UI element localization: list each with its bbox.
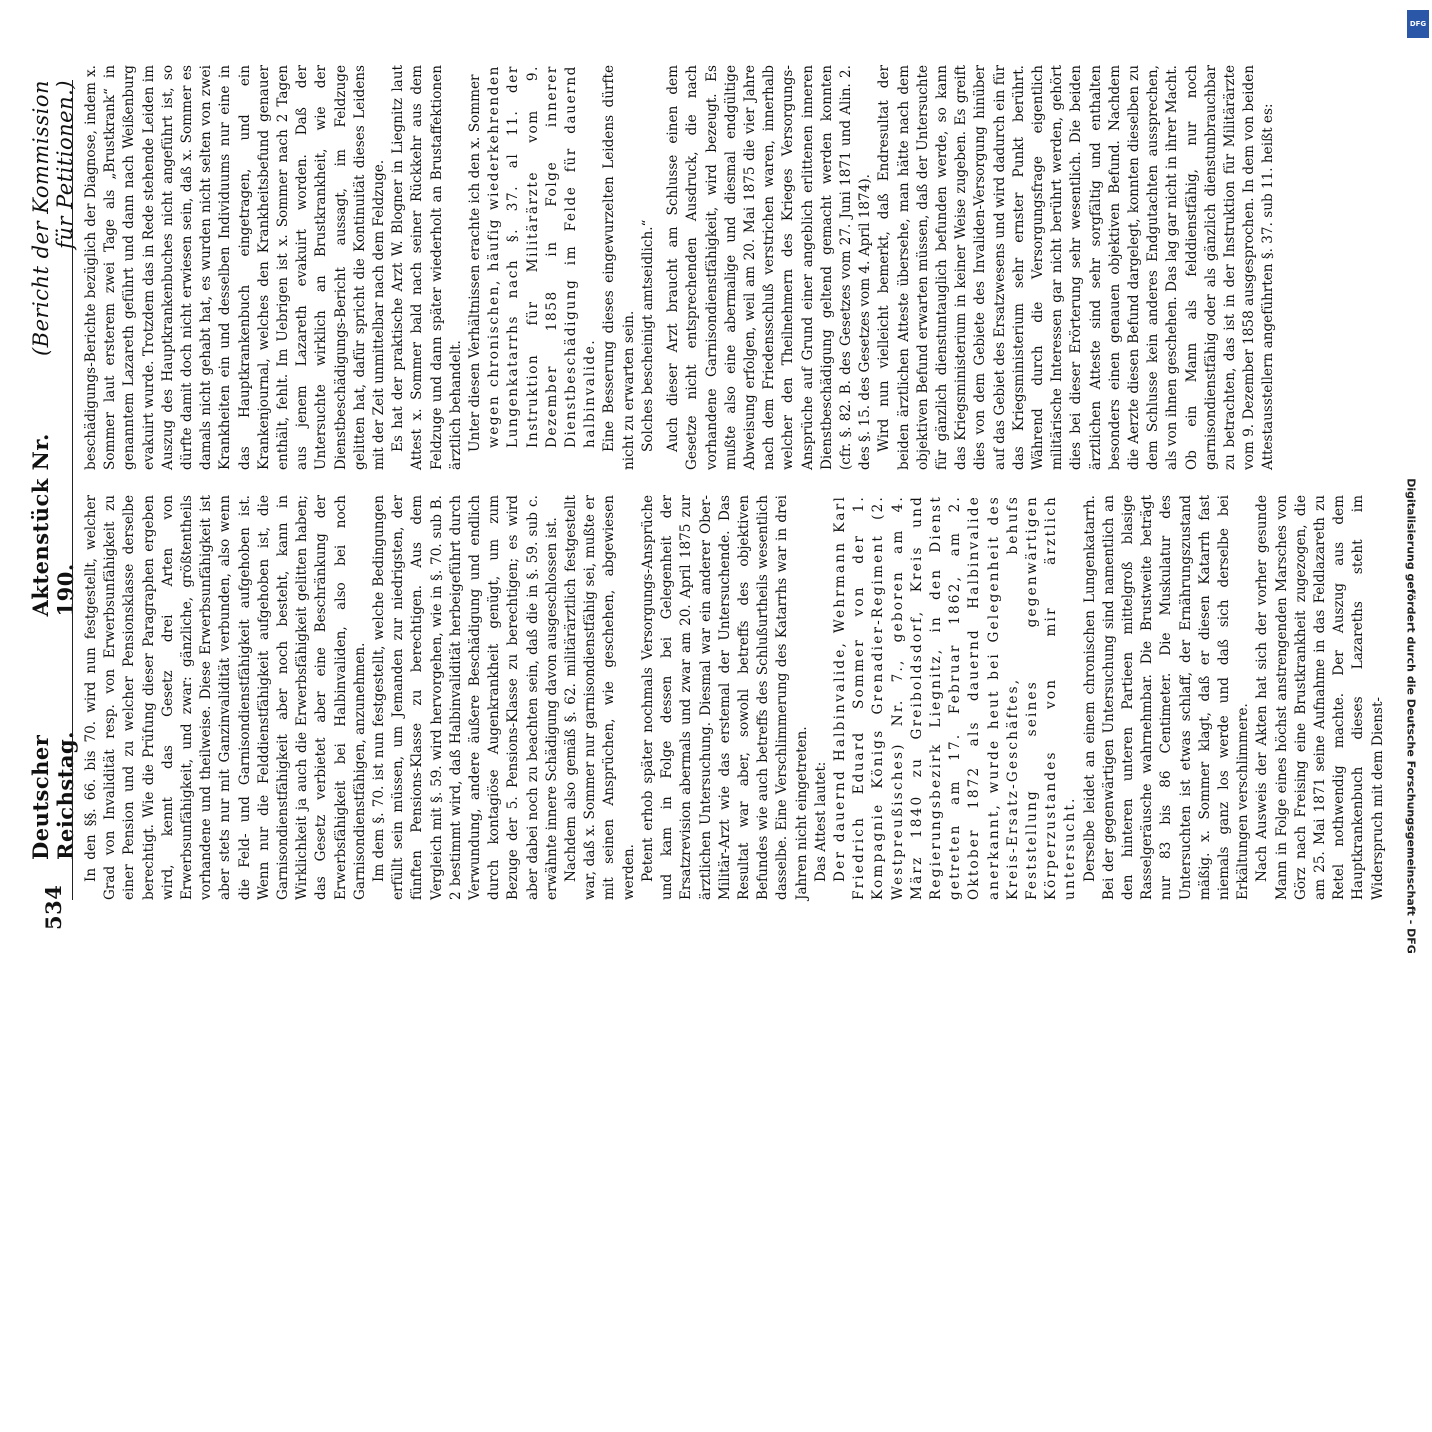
paragraph: Petent erhob später nochmals Versorgungs-Ansprüche und kam in Folge dessen bei Gelegenheit der Ersatzrevision abermals und zwar am 20. April 1875 zur ärztlichen Untersuchung. Diesmal war ein anderer Ober-Militär-Arzt wie das erstemal der Untersuchende. Das Resultat war aber, sowohl betreffs des objektiven Befundes wie auch betreffs des Schlußurtheils wesentlich dasselbe. Eine Verschlimmerung des Katarrhs war in drei Jahren nicht eingetreten. bbox=[639, 495, 810, 900]
paragraph: Es hat der praktische Arzt W. Blogner in Liegnitz laut Attest x. Sommer bald nach seiner Rückkehr aus dem Feldzuge und dann später wiederholt an Brustaffektionen ärztlich behandelt. bbox=[390, 65, 464, 470]
paragraph: wegen chronischen, häufig wiederkehrenden Lungenkatarrhs nach §. 37. al 11. der Instruktion für Militärärzte vom 9. Dezember 1858 in Folge innerer Dienstbeschädigung im Felde für dauernd halbinvalide. bbox=[486, 65, 599, 448]
paragraph: In den §§. 66. bis 70. wird nun festgestellt, welcher Grad von Invalidität resp. von Erwerbsunfähigkeit zu einer Pension und zu welcher Pensionsklasse derselbe berechtigt. Wie die Prüfung dieser Paragraphen ergeben wird, kennt das Gesetz drei Arten von Erwerbsunfähigkeit, und zwar: gänzliche, größtentheils vorhandene und theilweise. Diese Erwerbsunfähigkeit ist aber stets nur mit Ganzinvalidität verbunden, also wenn die Feld- und Garnisondienstfähigkeit aufgehoben ist. Wenn nur die Felddienstfähigkeit aufgehoben ist, die Garnisondienstfähigkeit aber noch besteht, kann in Wirklichkeit ja auch die Erwerbsfähigkeit gelitten haben; das Gesetz verbietet aber eine Beschränkung der Erwerbsfähigkeit bei Halbinvaliden, also bei noch Garnisondienstfähigen, anzunehmen. bbox=[83, 495, 368, 900]
paragraph: beschädigungs-Berichte bezüglich der Diagnose, indem x. Sommer laut ersterem zwei Tage als „Brustkrank“ in genanntem Lazareth geführt und dann nach Weißenburg evakuirt wurde. Trotzdem das in Rede stehende Leiden im Auszug des Hauptkrankenbuches nicht angeführt ist, so dürfte damit doch nicht erwiesen sein, daß x. Sommer es damals nicht gehabt hat, es wurden nicht selten von zwei Krankheiten ein und desselben Individuums nur eine in das Hauptkrankenbuch eingetragen, und ein Krankenjournal, welches den Krankheitsbefund genauer enthält, fehlt. Im Uebrigen ist x. Sommer nach 2 Tagen aus jenem Lazareth evakuirt worden. Daß der Untersuchte wirklich an Brustkrankheit, wie der Dienstbeschädigungs-Bericht aussagt, im Feldzuge gelitten hat, dafür spricht die Kontinuität dieses Leidens mit der Zeit unmittelbar nach dem Feldzuge. bbox=[83, 65, 388, 470]
dfg-logo: DFG bbox=[1407, 10, 1429, 38]
header-rule bbox=[72, 80, 73, 900]
paragraph: Auch dieser Arzt braucht am Schlusse einen dem Gesetze nicht entsprechenden Ausdruck, die nach vorhandene Garnisondienstfähigkeit, wird bezeugt. Es mußte also eine abermalige und diesmal endgültige Abweisung erfolgen, weil am 20. Mai 1875 die vier Jahre nach dem Friedensschluß verstrichen waren, innerhalb welcher den Theilnehmern des Krieges Versorgungs-Ansprüche auf Grund einer angeblich erlittenen inneren Dienstbeschädigung geltend gemacht werden konnten (cfr. §. 82. B. des Gesetzes vom 27. Juni 1871 und Alin. 2. des §. 15. des Gesetzes vom 4. April 1874). bbox=[665, 65, 874, 470]
paragraph: Der dauernd Halbinvalide, Wehrmann Karl Friedrich Eduard Sommer von der 1. Kompagnie Königs Grenadier-Regiment (2. Westpreußisches) Nr. 7., geboren am 4. März 1840 zu Greiboldsdorf, Kreis und Regierungsbezirk Liegnitz, in den Dienst getreten am 17. Februar 1862, am 2. Oktober 1872 als dauernd Halbinvalide anerkannt, wurde heut bei Gelegenheit des Kreis-Ersatz-Geschäftes, behufs Feststellung seines gegenwärtigen Körperzustandes von mir ärztlich untersucht. bbox=[831, 495, 1079, 900]
running-title-right: (Bericht der Kommission für Petitionen.) bbox=[29, 80, 77, 357]
paragraph: Nach Ausweis der Akten hat sich der vorher gesunde Mann in Folge eines höchst anstrengenden Marsches von Görz nach Freising eine Brustkrankheit zugezogen, die am 25. Mai 1871 seine Aufnahme in das Feldlazareth zu Retel nothwendig machte. Der Auszug aus dem Hauptkrankenbuch dieses Lazareths steht im Widerspruch mit dem Dienst- bbox=[1254, 495, 1386, 900]
paragraph: Solches bescheinigt amtseidlich.“ bbox=[639, 219, 656, 452]
paragraph: Nachdem also gemäß §. 62. militärärztlich festgestellt war, daß x. Sommer nur garnisondienstfähig sei, mußte er mit seinen Ansprüchen, wie geschehen, abgewiesen werden. bbox=[563, 495, 637, 900]
paragraph: Unter diesen Verhältnissen erachte ich den x. Sommer bbox=[467, 74, 484, 452]
text-column-left bbox=[82, 495, 1386, 900]
running-title-left: Deutscher Reichstag. bbox=[28, 731, 78, 860]
paragraph: Derselbe leidet an einem chronischen Lungenkatarrh. Bei der gegenwärtigen Untersuchung sind namentlich an den hinteren unteren Partieen mittelgroß blasige Rasselgeräusche wahrnehmbar. Die Brustweite beträgt nur 83 bis 86 Centimeter. Die Muskulatur des Untersuchten ist etwas schlaff, der Ernährungszustand mäßig. x. Sommer klagt, daß er diesen Katarrh fast niemals ganz los werde und daß sich derselbe bei Erkältungen verschlimmere. bbox=[1081, 495, 1252, 900]
paragraph: Das Attest lautet: bbox=[812, 761, 829, 882]
text-column-right bbox=[82, 65, 1372, 470]
page-number: 534 bbox=[40, 884, 66, 930]
paragraph: Eine Besserung dieses eingewurzelten Leidens dürfte nicht zu erwarten sein. bbox=[601, 65, 637, 470]
digitization-credit-text: Digitalisierung gefördert durch die Deutsche Forschungsgemeinschaft - DFG bbox=[1404, 478, 1418, 954]
document-reference: Aktenstück Nr. 190. bbox=[28, 433, 78, 617]
digitization-credit bbox=[1400, 0, 1422, 1432]
paragraph: Im dem §. 70. ist nun festgestellt, welche Bedingungen erfüllt sein müssen, um Jemanden zur niedrigsten, der fünften Pensions-Klasse zu berechtigen. Aus dem Vergleich mit §. 59. wird hervorgehen, wie in §. 70. sub B. 2 bestimmt wird, daß Halbinvalidität herbeigeführt durch Verwundung, andere äußere Beschädigung und endlich durch kontagiöse Augenkrankheit genügt, um zum Bezuge der 5. Pensions-Klasse zu berechtigen; es wird aber dabei noch zu beachten sein, daß die in §. 59. sub c. erwähnte innere Schädigung davon ausgeschlossen ist. bbox=[371, 495, 560, 900]
running-head bbox=[28, 80, 78, 930]
paragraph: Wird nun vielleicht bemerkt, daß Endresultat der beiden ärztlichen Atteste übersehe, man hätte nach dem objektiven Befund erwarten müssen, daß der Untersuchte für gänzlich dienstuntauglich befunden werde, so kann das Kriegsministerium in keiner Weise zugeben. Es greift dies von dem Gebiete des Invaliden-Versorgung hinüber auf das Gebiet des Ersatzwesens und wird dadurch ein für das Kriegsministerium sehr ernster Punkt berührt. Während durch die Versorgungsfrage eigentlich militärische Interessen gar nicht berührt werden, gehört dies bei dieser Erörterung sehr wesentlich. Die beiden ärztlichen Atteste sind sehr sorgfältig und enthalten besonders einen genauen objektiven Befund. Nachdem die Aerzte diesen Befund dargelegt, konnten dieselben zu dem Schlusse kein anderes Endgutachten aussprechen, als von ihnen geschehen. Das lag gar nicht in ihrer Macht. Ob ein Mann als felddienstfähig, nur noch garnisondienstfähig oder als gänzlich dienstunbrauchbar zu betrachten, das ist in der Instruktion für Militärärzte vom 9. Dezember 1858 ausgesprochen. In dem von beiden Attestausstellern angeführten §. 37. sub 11. heißt es: bbox=[876, 65, 1277, 470]
